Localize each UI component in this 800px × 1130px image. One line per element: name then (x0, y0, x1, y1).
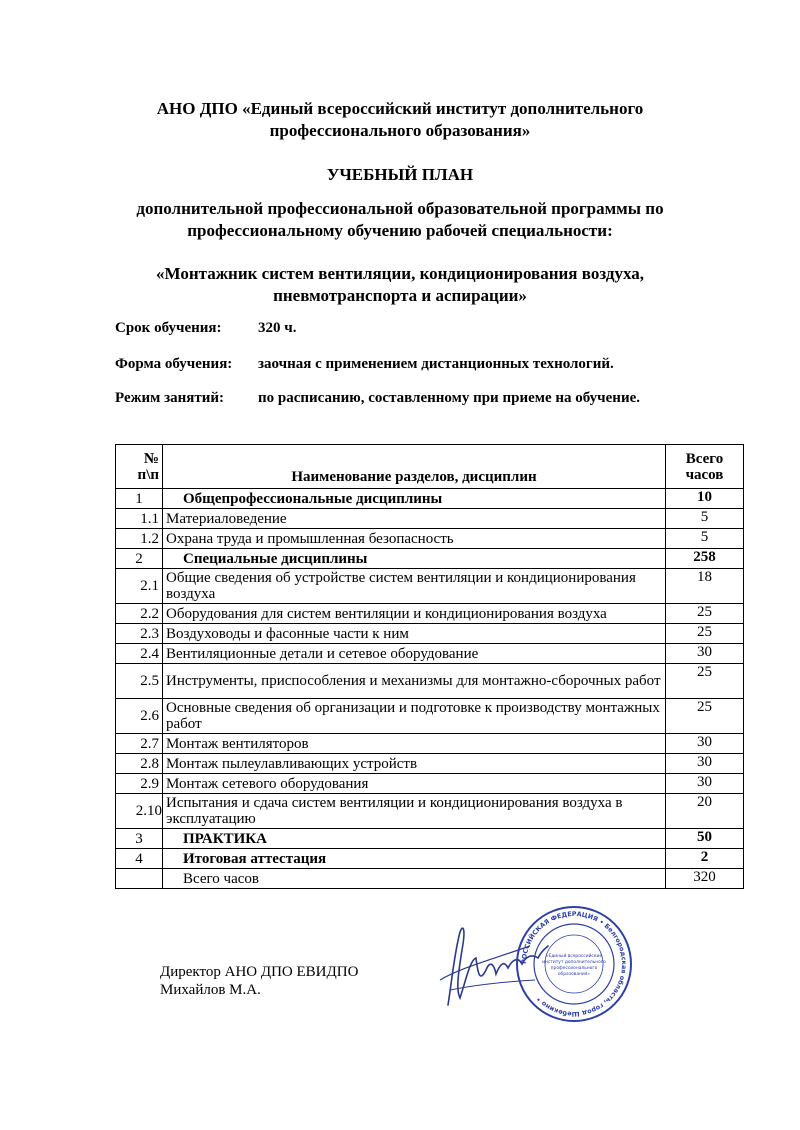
form-value: заочная с применением дистанционных технологий. (258, 356, 614, 372)
col-header-number (116, 445, 163, 489)
row-name: Вентиляционные детали и сетевое оборудование (163, 644, 666, 664)
svg-text:образования»: образования» (557, 972, 591, 977)
row-hours: 18 (666, 569, 744, 604)
row-name: Общепрофессиональные дисциплины (163, 489, 666, 509)
row-number: 2.9 (116, 774, 163, 794)
col-header-hours (666, 445, 744, 489)
row-number: 2.7 (116, 734, 163, 754)
row-number: 2.10 (116, 794, 163, 829)
program-line2: пневмотранспорта и аспирации» (273, 286, 527, 305)
table-row (116, 849, 744, 869)
table-row (116, 624, 744, 644)
row-name: Инструменты, приспособления и механизмы для монтажно-сборочных работ (163, 664, 666, 699)
row-name: Воздуховоды и фасонные части к ним (163, 624, 666, 644)
org-name-line2: профессионального образования» (269, 121, 531, 140)
table-row (116, 569, 744, 604)
col-header-hours-line1: Всего (685, 450, 724, 467)
signature-block (160, 963, 358, 999)
row-hours: 25 (666, 664, 744, 699)
table-row (116, 604, 744, 624)
row-hours: 20 (666, 794, 744, 829)
svg-text:«Единый всероссийский: «Единый всероссийский (545, 954, 603, 959)
table-row (116, 754, 744, 774)
row-hours: 2 (666, 849, 744, 869)
row-number: 2.6 (116, 699, 163, 734)
row-number: 2.1 (116, 569, 163, 604)
col-header-name: Наименование разделов, дисциплин (163, 445, 666, 489)
row-number: 2.4 (116, 644, 163, 664)
svg-text:институт дополнительного: институт дополнительного (542, 960, 606, 965)
row-name: Монтаж вентиляторов (163, 734, 666, 754)
row-name: Оборудования для систем вентиляции и кондиционирования воздуха (163, 604, 666, 624)
table-row (116, 489, 744, 509)
term-label: Срок обучения: (115, 320, 222, 336)
form-label: Форма обучения: (115, 356, 233, 372)
row-hours: 10 (666, 489, 744, 509)
row-name: Специальные дисциплины (163, 549, 666, 569)
row-name: Испытания и сдача систем вентиляции и кондиционирования воздуха в эксплуатацию (163, 794, 666, 829)
program-line1: «Монтажник систем вентиляции, кондиционирования воздуха, (156, 264, 644, 283)
table-row-total (116, 869, 744, 889)
subtitle-line1: дополнительной профессиональной образовательной программы по (136, 199, 664, 218)
row-hours: 30 (666, 644, 744, 664)
row-number: 2.3 (116, 624, 163, 644)
row-name: Охрана труда и промышленная безопасность (163, 529, 666, 549)
row-hours: 25 (666, 604, 744, 624)
table-row (116, 829, 744, 849)
director-name: Михайлов М.А. (160, 982, 261, 998)
row-name: Основные сведения об организации и подготовке к производству монтажных работ (163, 699, 666, 734)
col-header-hours-line2: часов (685, 466, 724, 483)
table-row (116, 774, 744, 794)
col-header-number-line1: № (143, 450, 159, 467)
row-name: Материаловедение (163, 509, 666, 529)
table-row (116, 794, 744, 829)
table-header-row (116, 445, 744, 489)
col-header-number-line2: п\п (137, 466, 159, 483)
table-row (116, 734, 744, 754)
row-number: 1.1 (116, 509, 163, 529)
doc-title: УЧЕБНЫЙ ПЛАН (326, 165, 474, 184)
row-number: 1.2 (116, 529, 163, 549)
row-number: 2.2 (116, 604, 163, 624)
seal-outer-text: РОССИЙСКАЯ ФЕДЕРАЦИЯ • Белгородская область, город Шебекино • (519, 909, 629, 1019)
row-hours: 5 (666, 529, 744, 549)
row-number: 2 (116, 549, 163, 569)
table-row (116, 529, 744, 549)
row-number: 2.8 (116, 754, 163, 774)
organization-seal (515, 905, 633, 1023)
table-row (116, 644, 744, 664)
row-hours: 258 (666, 549, 744, 569)
row-name: Итоговая аттестация (163, 849, 666, 869)
row-hours: 30 (666, 734, 744, 754)
row-number (116, 869, 163, 889)
row-hours: 5 (666, 509, 744, 529)
row-hours: 320 (666, 869, 744, 889)
table-row (116, 549, 744, 569)
row-name: Всего часов (163, 869, 666, 889)
row-hours: 30 (666, 754, 744, 774)
row-hours: 50 (666, 829, 744, 849)
row-name: Общие сведения об устройстве систем вентиляции и кондиционирования воздуха (163, 569, 666, 604)
row-name: Монтаж сетевого оборудования (163, 774, 666, 794)
svg-text:профессионального: профессионального (550, 966, 598, 971)
row-number: 3 (116, 829, 163, 849)
row-name: Монтаж пылеулавливающих устройств (163, 754, 666, 774)
curriculum-table (115, 444, 744, 889)
table-row (116, 664, 744, 699)
row-hours: 30 (666, 774, 744, 794)
table-row (116, 699, 744, 734)
subtitle-line2: профессиональному обучению рабочей специальности: (187, 221, 613, 240)
row-number: 4 (116, 849, 163, 869)
row-hours: 25 (666, 624, 744, 644)
mode-value: по расписанию, составленному при приеме на обучение. (258, 390, 640, 406)
row-name: ПРАКТИКА (163, 829, 666, 849)
row-number: 1 (116, 489, 163, 509)
term-value: 320 ч. (258, 320, 297, 336)
row-number: 2.5 (116, 664, 163, 699)
table-row (116, 509, 744, 529)
mode-label: Режим занятий: (115, 390, 225, 406)
org-name-line1: АНО ДПО «Единый всероссийский институт дополнительного (156, 99, 644, 118)
director-position: Директор АНО ДПО ЕВИДПО (160, 964, 359, 980)
row-hours: 25 (666, 699, 744, 734)
